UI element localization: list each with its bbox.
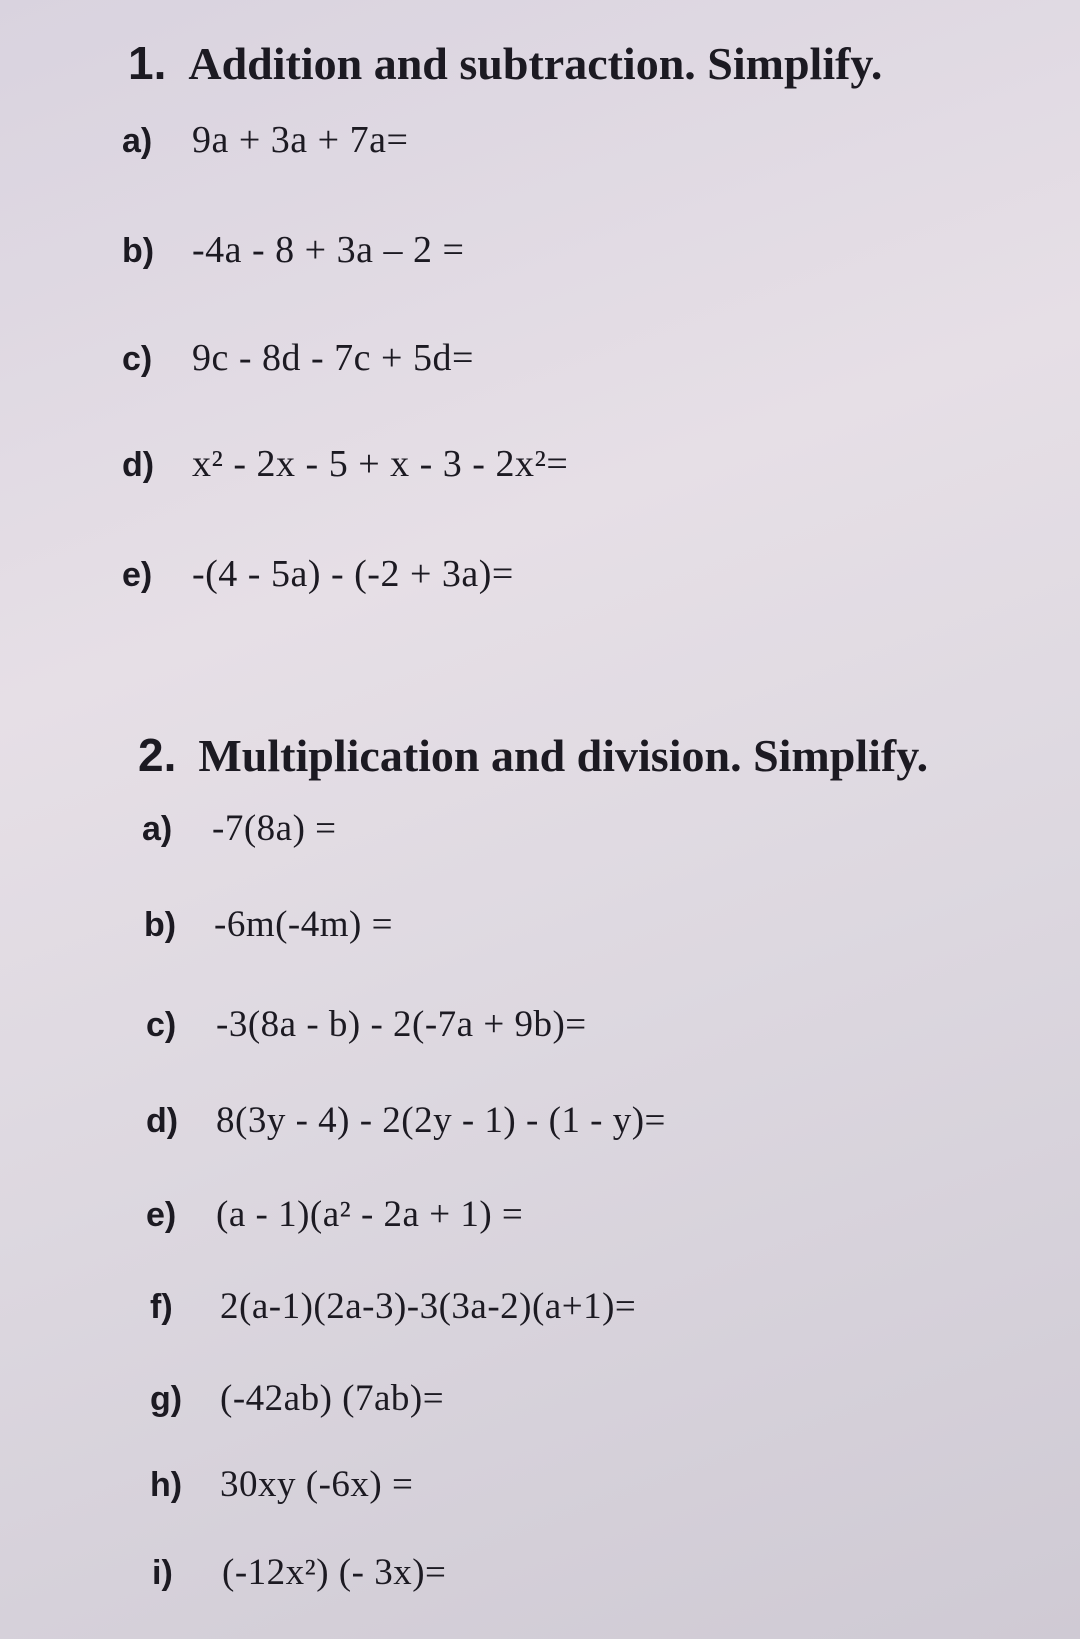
exercise-expression: (a - 1)(a² - 2a + 1) =: [216, 1194, 524, 1235]
exercise-2g: [150, 1376, 444, 1420]
exercise-2f: [150, 1284, 636, 1328]
exercise-1c: [122, 336, 474, 380]
section-2-number: 2.: [138, 729, 177, 781]
exercise-label: a): [142, 810, 173, 848]
exercise-2i: [152, 1550, 446, 1594]
exercise-2d: [146, 1098, 666, 1142]
exercise-label: e): [146, 1196, 177, 1234]
exercise-expression: 2(a-1)(2a-3)-3(3a-2)(a+1)=: [220, 1286, 637, 1327]
exercise-expression: -7(8a) =: [212, 808, 337, 849]
exercise-expression: 30xy (-6x) =: [220, 1464, 414, 1505]
exercise-label: c): [146, 1006, 177, 1044]
section-1-number: 1.: [128, 37, 167, 89]
exercise-label: b): [144, 906, 177, 944]
exercise-2a: [142, 806, 337, 850]
exercise-expression: (-42ab) (7ab)=: [220, 1378, 445, 1419]
exercise-label: g): [150, 1380, 183, 1418]
section-1-title: Addition and subtraction. Simplify.: [188, 38, 883, 89]
exercise-1e: [122, 552, 514, 596]
exercise-expression: -3(8a - b) - 2(-7a + 9b)=: [216, 1004, 587, 1045]
exercise-expression: -6m(-4m) =: [214, 904, 393, 945]
exercise-1d: [122, 442, 568, 486]
exercise-expression: (-12x²) (- 3x)=: [222, 1552, 447, 1593]
exercise-expression: x² - 2x - 5 + x - 3 - 2x²=: [192, 443, 569, 485]
exercise-1a: [122, 118, 408, 162]
exercise-expression: 9c - 8d - 7c + 5d=: [192, 337, 474, 379]
exercise-2h: [150, 1462, 413, 1506]
exercise-label: b): [122, 232, 155, 270]
exercise-label: h): [150, 1466, 183, 1504]
section-1-heading: [128, 36, 882, 90]
exercise-expression: -4a - 8 + 3a – 2 =: [192, 229, 465, 271]
exercise-label: c): [122, 340, 153, 378]
exercise-label: e): [122, 556, 153, 594]
exercise-expression: 8(3y - 4) - 2(2y - 1) - (1 - y)=: [216, 1100, 666, 1141]
section-2-title: Multiplication and division. Simplify.: [198, 730, 929, 781]
exercise-label: i): [152, 1554, 173, 1592]
exercise-label: f): [150, 1288, 173, 1326]
section-2-heading: [138, 728, 928, 782]
exercise-expression: -(4 - 5a) - (-2 + 3a)=: [192, 553, 514, 595]
exercise-2e: [146, 1192, 523, 1236]
exercise-2c: [146, 1002, 587, 1046]
exercise-1b: [122, 228, 464, 272]
exercise-label: a): [122, 122, 153, 160]
exercise-expression: 9a + 3a + 7a=: [192, 119, 409, 161]
exercise-2b: [144, 902, 393, 946]
exercise-label: d): [146, 1102, 179, 1140]
exercise-label: d): [122, 446, 155, 484]
